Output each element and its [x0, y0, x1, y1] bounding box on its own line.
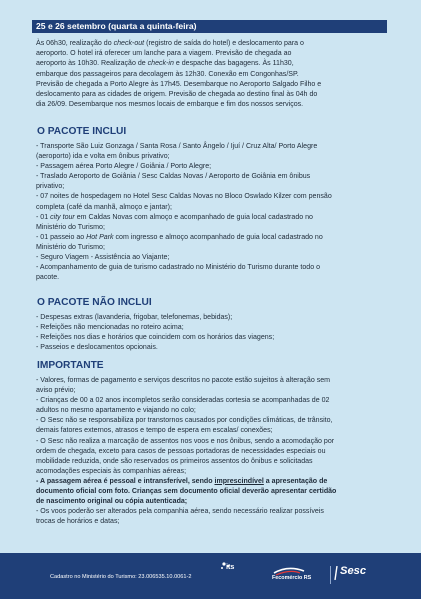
- emphasized-term: city tour: [50, 213, 75, 221]
- intro-line: embarque dos passageiros para decolagem às 12h30. Conexão em Congonhas/SP.: [36, 70, 299, 78]
- list-item: (aeroporto) ida e volta em ônibus privativo;: [36, 153, 170, 161]
- list-item: - O Sesc não realiza a marcação de assentos nos voos e nos ônibus, sendo a acomodação por: [36, 437, 335, 445]
- list-item: trocas de horários e datas;: [36, 518, 120, 526]
- emphasized-term: check-out: [113, 40, 145, 47]
- list-item: - Crianças de 00 a 02 anos incompletos serão consideradas cortesia se acompanhadas de 02: [36, 397, 330, 405]
- emphasized-term: check-in: [147, 60, 174, 68]
- footer-divider: [330, 566, 331, 584]
- list-item: acomodações especiais às companhias aéreas;: [36, 467, 187, 475]
- pacote-nao-inclui-list: [36, 313, 386, 353]
- list-item: - Passeios e deslocamentos opcionais.: [36, 344, 158, 352]
- intro-line: Previsão de chegada a Porto Alegre às 17h45. Desembarque no Aeroporto Salgado Filho e: [36, 80, 322, 88]
- day-header: 25 e 26 setembro (quarta a quinta-feira): [32, 20, 387, 33]
- list-item: Ministério do Turismo;: [36, 223, 105, 231]
- list-item: ordem de chegada, exceto para casos de pessoas portadoras de necessidades especiais ou: [36, 447, 326, 455]
- list-item: Ministério do Turismo;: [36, 243, 105, 251]
- sesc-slash-icon: [334, 566, 338, 580]
- sesc-logo-text: Sesc: [340, 565, 367, 577]
- list-item: - Traslado Aeroporto de Goiânia / Sesc Caldas Novas / Aeroporto de Goiânia em ônibus: [36, 173, 311, 181]
- pacote-inclui-list: [36, 142, 386, 283]
- list-item: - Passagem aérea Porto Alegre / Goiânia / Porto Alegre;: [36, 163, 212, 171]
- list-item: mobilidade reduzida, onde são reservados os primeiros assentos do ônibus e solicitadas: [36, 457, 313, 465]
- list-item: adultos no mesmo apartamento e viajando no colo;: [36, 407, 196, 415]
- list-item: - Valores, formas de pagamento e serviços descritos no pacote estão sujeitos à alteração sem: [36, 377, 331, 384]
- emphasized-term: Hot Park: [86, 233, 114, 241]
- list-item-emphasis: documento oficial com foto. Crianças sem documento oficial deverão apresentar certidão: [36, 488, 337, 496]
- section-title-pacote-nao-inclui: O PACOTE NÃO INCLUI: [37, 297, 152, 308]
- list-item: aviso prévio;: [36, 387, 76, 395]
- list-item: - Transporte São Luiz Gonzaga / Santa Rosa / Santo Ângelo / Ijuí / Cruz Alta/ Porto Alegre: [36, 143, 318, 150]
- intro-line: dia 26/09. Desembarque nos mesmos locais de embarque e fim dos nossos serviços.: [36, 101, 304, 109]
- list-item: - Seguro Viagem - Assistência ao Viajante;: [36, 254, 170, 262]
- importante-list: [36, 376, 386, 527]
- list-item: - 01 passeio ao Hot Park com ingresso e almoço acompanhado de guia local cadastrado no: [36, 233, 323, 241]
- list-item: - 01 city tour em Caldas Novas com almoço e acompanhado de guia local cadastrado no: [36, 213, 313, 221]
- list-item-emphasis: de nascimento original ou cópia autenticada;: [36, 498, 188, 506]
- section-title-pacote-inclui: O PACOTE INCLUI: [37, 126, 127, 137]
- intro-line: Às 06h30, realização do check-out (registro de saída do hotel) e deslocamento para o: [36, 40, 304, 47]
- list-item-emphasis: - A passagem aérea é pessoal e intransferível, sendo imprescindível a apresentação de: [36, 477, 328, 485]
- list-item: - Acompanhamento de guia de turismo cadastrado no Ministério do Turismo durante todo o: [36, 264, 320, 272]
- list-item: - Refeições nos dias e horários que coincidem com os horários das viagens;: [36, 334, 275, 342]
- intro-line: deslocamento para as cidades de origem. Previsão de chegada ao destino final às 04h do: [36, 91, 318, 99]
- its-logo-text: its: [226, 562, 235, 571]
- day-description: [36, 39, 386, 110]
- list-item: - 07 noites de hospedagem no Hotel Sesc Caldas Novas no Bloco Oswlado Kilzer com pensão: [36, 193, 332, 201]
- emphasized-term: imprescindível: [214, 477, 264, 485]
- list-item: - Refeições não mencionadas no roteiro acima;: [36, 324, 184, 332]
- cadastro-text: Cadastro no Ministério do Turismo: 23.006535.10.0061-2: [50, 574, 192, 580]
- list-item: - Despesas extras (lavanderia, frigobar, telefonemas, bebidas);: [36, 314, 233, 321]
- list-item: - Os voos poderão ser alterados pela companhia aérea, sendo necessário realizar possíveis: [36, 508, 324, 516]
- list-item: completa (café da manhã, almoço e jantar);: [36, 203, 172, 211]
- list-item: pacote.: [36, 274, 60, 282]
- list-item: privativo;: [36, 183, 65, 191]
- section-title-importante: IMPORTANTE: [37, 360, 104, 371]
- list-item: demais fatores externos, atrasos e tempo de espera em escalas/ conexões;: [36, 427, 273, 435]
- intro-line: aeroporto às 10h30. Realização de check-in e despache das bagagens. Às 11h30,: [36, 60, 294, 68]
- list-item: - O Sesc não se responsabiliza por transtornos causados por condições climáticas, de trânsito,: [36, 417, 333, 425]
- fecomercio-logo-text: Fecomércio RS: [272, 575, 312, 581]
- intro-line: aeroporto. O hotel irá oferecer um lanche para a viagem. Previsão de chegada ao: [36, 50, 292, 58]
- footer-bar: [0, 553, 421, 599]
